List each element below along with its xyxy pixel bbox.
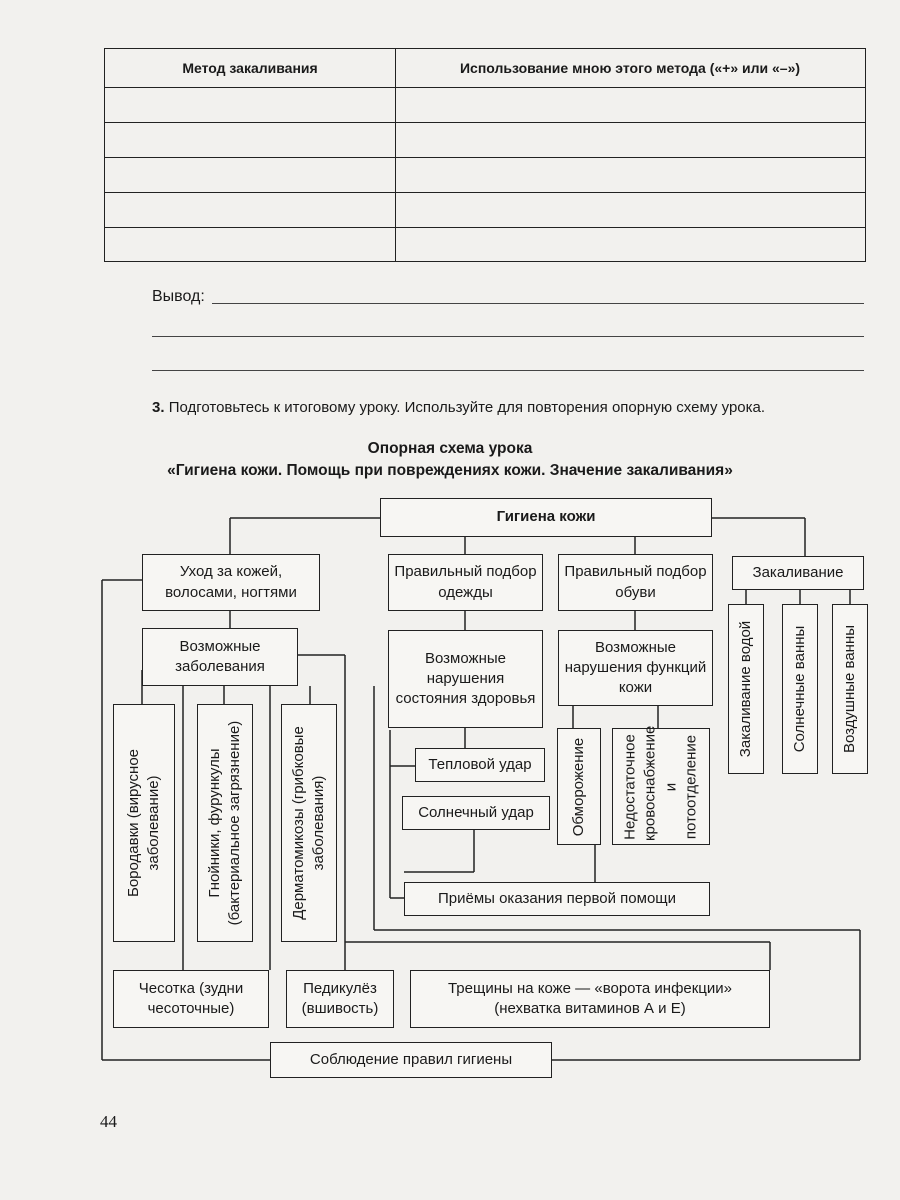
scheme-health-violations: Возможные нарушения состояния здоровья xyxy=(388,630,543,728)
scheme-blood-supply xyxy=(612,725,710,845)
scheme-water-text: Закаливание водой xyxy=(736,620,754,758)
scheme-clothes: Правильный подбор одежды xyxy=(388,554,543,611)
page-number: 44 xyxy=(100,1112,117,1131)
table-header-method: Метод закаливания xyxy=(182,60,318,76)
scheme-first-aid: Приёмы оказания первой помощи xyxy=(404,882,710,916)
scheme-warts xyxy=(113,704,175,942)
scheme-sun-baths xyxy=(782,604,818,774)
scheme-dermatomycoses-text: Дерматомикозы (грибковые заболевания) xyxy=(289,726,327,920)
scheme-root: Гигиена кожи xyxy=(380,498,712,537)
scheme-shoes: Правильный подбор обуви xyxy=(558,554,713,611)
scheme-title: Опорная схема урока xyxy=(367,440,533,457)
scheme-boils-text: Гнойники, фурункулы (бактериальное загрязнение) xyxy=(205,720,243,926)
scheme-skin-violations: Возможные нарушения функций кожи xyxy=(558,630,713,706)
scheme-diseases: Возможные заболевания xyxy=(142,628,298,686)
scheme-hardening: Закаливание xyxy=(732,556,864,590)
scheme-care: Уход за кожей, волосами, ногтями xyxy=(142,554,320,611)
scheme-sun-baths-text: Солнечные ванны xyxy=(790,625,808,753)
scheme-blood-supply-text: Недостаточное кровоснабжение и потоотделение xyxy=(621,725,700,841)
scheme-pediculosis: Педикулёз (вшивость) xyxy=(286,970,394,1028)
scheme-scabies: Чесотка (зудни чесоточные) xyxy=(113,970,269,1028)
scheme-frostbite xyxy=(557,728,601,845)
scheme-dermatomycoses xyxy=(281,704,337,942)
scheme-heat-stroke: Тепловой удар xyxy=(415,748,545,782)
scheme-hygiene-rules: Соблюдение правил гигиены xyxy=(270,1042,552,1078)
table-header-usage: Использование мною этого метода («+» или «–») xyxy=(459,60,801,76)
scheme-air-baths xyxy=(832,604,868,774)
task-number: 3. xyxy=(152,399,165,416)
scheme-air-baths-text: Воздушные ванны xyxy=(840,624,858,754)
conclusion-label: Вывод: xyxy=(152,288,205,305)
scheme-sun-stroke: Солнечный удар xyxy=(402,796,550,830)
scheme-subtitle: «Гигиена кожи. Помощь при повреждениях кожи. Значение закаливания» xyxy=(167,462,733,479)
scheme-boils xyxy=(197,704,253,942)
scheme-water xyxy=(728,604,764,774)
task-text: Подготовьтесь к итоговому уроку. Используйте для повторения опорную схему урока. xyxy=(168,399,766,416)
scheme-frostbite-text: Обморожение xyxy=(569,737,587,836)
scheme-warts-text: Бородавки (вирусное заболевание) xyxy=(124,748,162,898)
scheme-cracks: Трещины на коже — «ворота инфекции» (нехватка витаминов А и Е) xyxy=(410,970,770,1028)
